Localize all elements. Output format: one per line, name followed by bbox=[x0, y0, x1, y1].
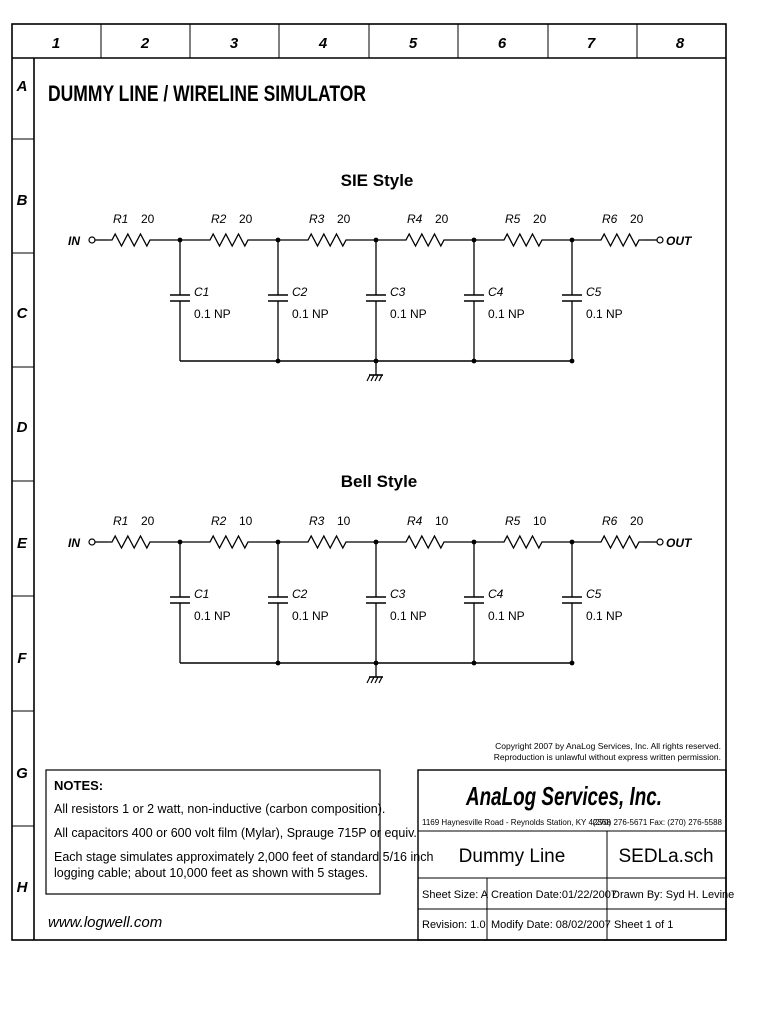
resistor-ref: R3 bbox=[309, 212, 325, 226]
capacitor-value: 0.1 NP bbox=[292, 307, 329, 321]
note-line: All resistors 1 or 2 watt, non-inductive (carbon composition). bbox=[54, 802, 386, 816]
capacitor-value: 0.1 NP bbox=[586, 609, 623, 623]
company-phones: (270) 276-5671 Fax: (270) 276-5588 bbox=[592, 818, 722, 827]
capacitor-ref: C5 bbox=[586, 587, 602, 601]
out-terminal-label: OUT bbox=[666, 234, 692, 248]
capacitor-value: 0.1 NP bbox=[194, 307, 231, 321]
resistor-ref: R4 bbox=[407, 514, 423, 528]
capacitor-value: 0.1 NP bbox=[292, 609, 329, 623]
revision: Revision: 1.0 bbox=[422, 919, 486, 931]
in-terminal bbox=[89, 539, 95, 545]
company-address: 1169 Haynesville Road - Reynolds Station, KY 42368 bbox=[422, 818, 611, 827]
ground-icon-hatch bbox=[367, 677, 370, 683]
resistor bbox=[401, 536, 449, 548]
capacitor-value: 0.1 NP bbox=[390, 307, 427, 321]
out-terminal bbox=[657, 539, 663, 545]
resistor-ref: R3 bbox=[309, 514, 325, 528]
ground-icon-hatch bbox=[375, 677, 378, 683]
resistor-value: 10 bbox=[435, 514, 449, 528]
capacitor-ref: C2 bbox=[292, 587, 308, 601]
website-link[interactable]: www.logwell.com bbox=[48, 914, 163, 931]
resistor bbox=[303, 234, 351, 246]
bell-style-circuit bbox=[68, 472, 693, 683]
column-label: 3 bbox=[229, 35, 239, 52]
row-label: B bbox=[16, 192, 28, 209]
row-label: F bbox=[17, 650, 27, 667]
resistor-value: 20 bbox=[630, 212, 644, 226]
resistor bbox=[499, 234, 547, 246]
company-logo: AnaLog Services, Inc. bbox=[465, 781, 662, 811]
resistor-value: 20 bbox=[239, 212, 253, 226]
row-label: E bbox=[16, 535, 28, 552]
row-label: D bbox=[16, 419, 28, 436]
resistor bbox=[205, 536, 253, 548]
resistor-value: 20 bbox=[630, 514, 644, 528]
capacitor-ref: C3 bbox=[390, 285, 406, 299]
resistor-ref: R2 bbox=[211, 212, 227, 226]
resistor-value: 20 bbox=[337, 212, 351, 226]
resistor bbox=[596, 536, 644, 548]
column-label: 2 bbox=[140, 35, 150, 52]
capacitor-ref: C2 bbox=[292, 285, 308, 299]
note-line: Each stage simulates approximately 2,000 feet of standard 5/16 inch bbox=[54, 850, 434, 864]
row-dividers bbox=[12, 139, 34, 826]
resistor-ref: R5 bbox=[505, 212, 521, 226]
column-label: 8 bbox=[675, 35, 685, 52]
resistor-value: 20 bbox=[141, 212, 155, 226]
ground-icon-hatch bbox=[367, 375, 370, 381]
resistor bbox=[107, 536, 155, 548]
resistor-ref: R6 bbox=[602, 514, 618, 528]
ground-icon-hatch bbox=[371, 677, 374, 683]
ground-icon-hatch bbox=[375, 375, 378, 381]
note-line: logging cable; about 10,000 feet as shown with 5 stages. bbox=[54, 866, 369, 880]
creation-date: Creation Date:01/22/2007 bbox=[491, 889, 617, 901]
resistor bbox=[205, 234, 253, 246]
copyright-line: Copyright 2007 by AnaLog Services, Inc. All rights reserved. bbox=[495, 741, 721, 751]
column-dividers bbox=[101, 24, 637, 58]
in-terminal-label: IN bbox=[68, 234, 80, 248]
column-label: 5 bbox=[408, 35, 418, 52]
capacitor-value: 0.1 NP bbox=[194, 609, 231, 623]
sheet-size: Sheet Size: A bbox=[422, 889, 489, 901]
column-label: 4 bbox=[318, 35, 328, 52]
capacitor-value: 0.1 NP bbox=[488, 307, 525, 321]
resistor bbox=[499, 536, 547, 548]
drawn-by: Drawn By: Syd H. Levine bbox=[612, 889, 735, 901]
resistor-ref: R4 bbox=[407, 212, 423, 226]
row-label: G bbox=[16, 765, 28, 782]
resistor-ref: R2 bbox=[211, 514, 227, 528]
capacitor-ref: C1 bbox=[194, 587, 210, 601]
out-terminal-label: OUT bbox=[666, 536, 692, 550]
capacitor-ref: C4 bbox=[488, 587, 504, 601]
row-label: A bbox=[16, 78, 28, 95]
row-label: C bbox=[16, 305, 28, 322]
resistor-ref: R5 bbox=[505, 514, 521, 528]
in-terminal-label: IN bbox=[68, 536, 80, 550]
circuit-heading: SIE Style bbox=[340, 171, 414, 190]
drawing-title: Dummy Line bbox=[458, 846, 566, 867]
column-label: 6 bbox=[497, 35, 507, 52]
ground-icon-hatch bbox=[379, 677, 382, 683]
resistor-value: 20 bbox=[435, 212, 449, 226]
resistor-value: 20 bbox=[533, 212, 547, 226]
ground-icon-hatch bbox=[379, 375, 382, 381]
row-label: H bbox=[16, 879, 28, 896]
resistor-value: 10 bbox=[337, 514, 351, 528]
note-line: All capacitors 400 or 600 volt film (Mylar), Sprauge 715P or equiv. bbox=[54, 826, 417, 840]
in-terminal bbox=[89, 237, 95, 243]
page-title: DUMMY LINE / WIRELINE SIMULATOR bbox=[48, 81, 367, 106]
ground-icon-hatch bbox=[371, 375, 374, 381]
modify-date: Modify Date: 08/02/2007 bbox=[491, 919, 611, 931]
capacitor-ref: C5 bbox=[586, 285, 602, 299]
out-terminal bbox=[657, 237, 663, 243]
notes-heading: NOTES: bbox=[54, 778, 104, 793]
capacitor-ref: C4 bbox=[488, 285, 504, 299]
capacitor-value: 0.1 NP bbox=[488, 609, 525, 623]
capacitor-ref: C3 bbox=[390, 587, 406, 601]
resistor bbox=[107, 234, 155, 246]
sheet-number: Sheet 1 of 1 bbox=[614, 919, 674, 931]
sie-style-circuit bbox=[68, 171, 693, 381]
resistor-value: 10 bbox=[239, 514, 253, 528]
resistor-ref: R6 bbox=[602, 212, 618, 226]
resistor-ref: R1 bbox=[113, 212, 129, 226]
capacitor-value: 0.1 NP bbox=[390, 609, 427, 623]
resistor-value: 10 bbox=[533, 514, 547, 528]
resistor bbox=[303, 536, 351, 548]
column-label: 1 bbox=[51, 35, 61, 52]
copyright-line: Reproduction is unlawful without express written permission. bbox=[493, 752, 721, 762]
circuit-heading: Bell Style bbox=[340, 472, 418, 491]
capacitor-value: 0.1 NP bbox=[586, 307, 623, 321]
capacitor-ref: C1 bbox=[194, 285, 210, 299]
resistor bbox=[401, 234, 449, 246]
drawing-filename: SEDLa.sch bbox=[618, 846, 714, 867]
column-label: 7 bbox=[586, 35, 596, 52]
resistor-value: 20 bbox=[141, 514, 155, 528]
resistor-ref: R1 bbox=[113, 514, 129, 528]
resistor bbox=[596, 234, 644, 246]
